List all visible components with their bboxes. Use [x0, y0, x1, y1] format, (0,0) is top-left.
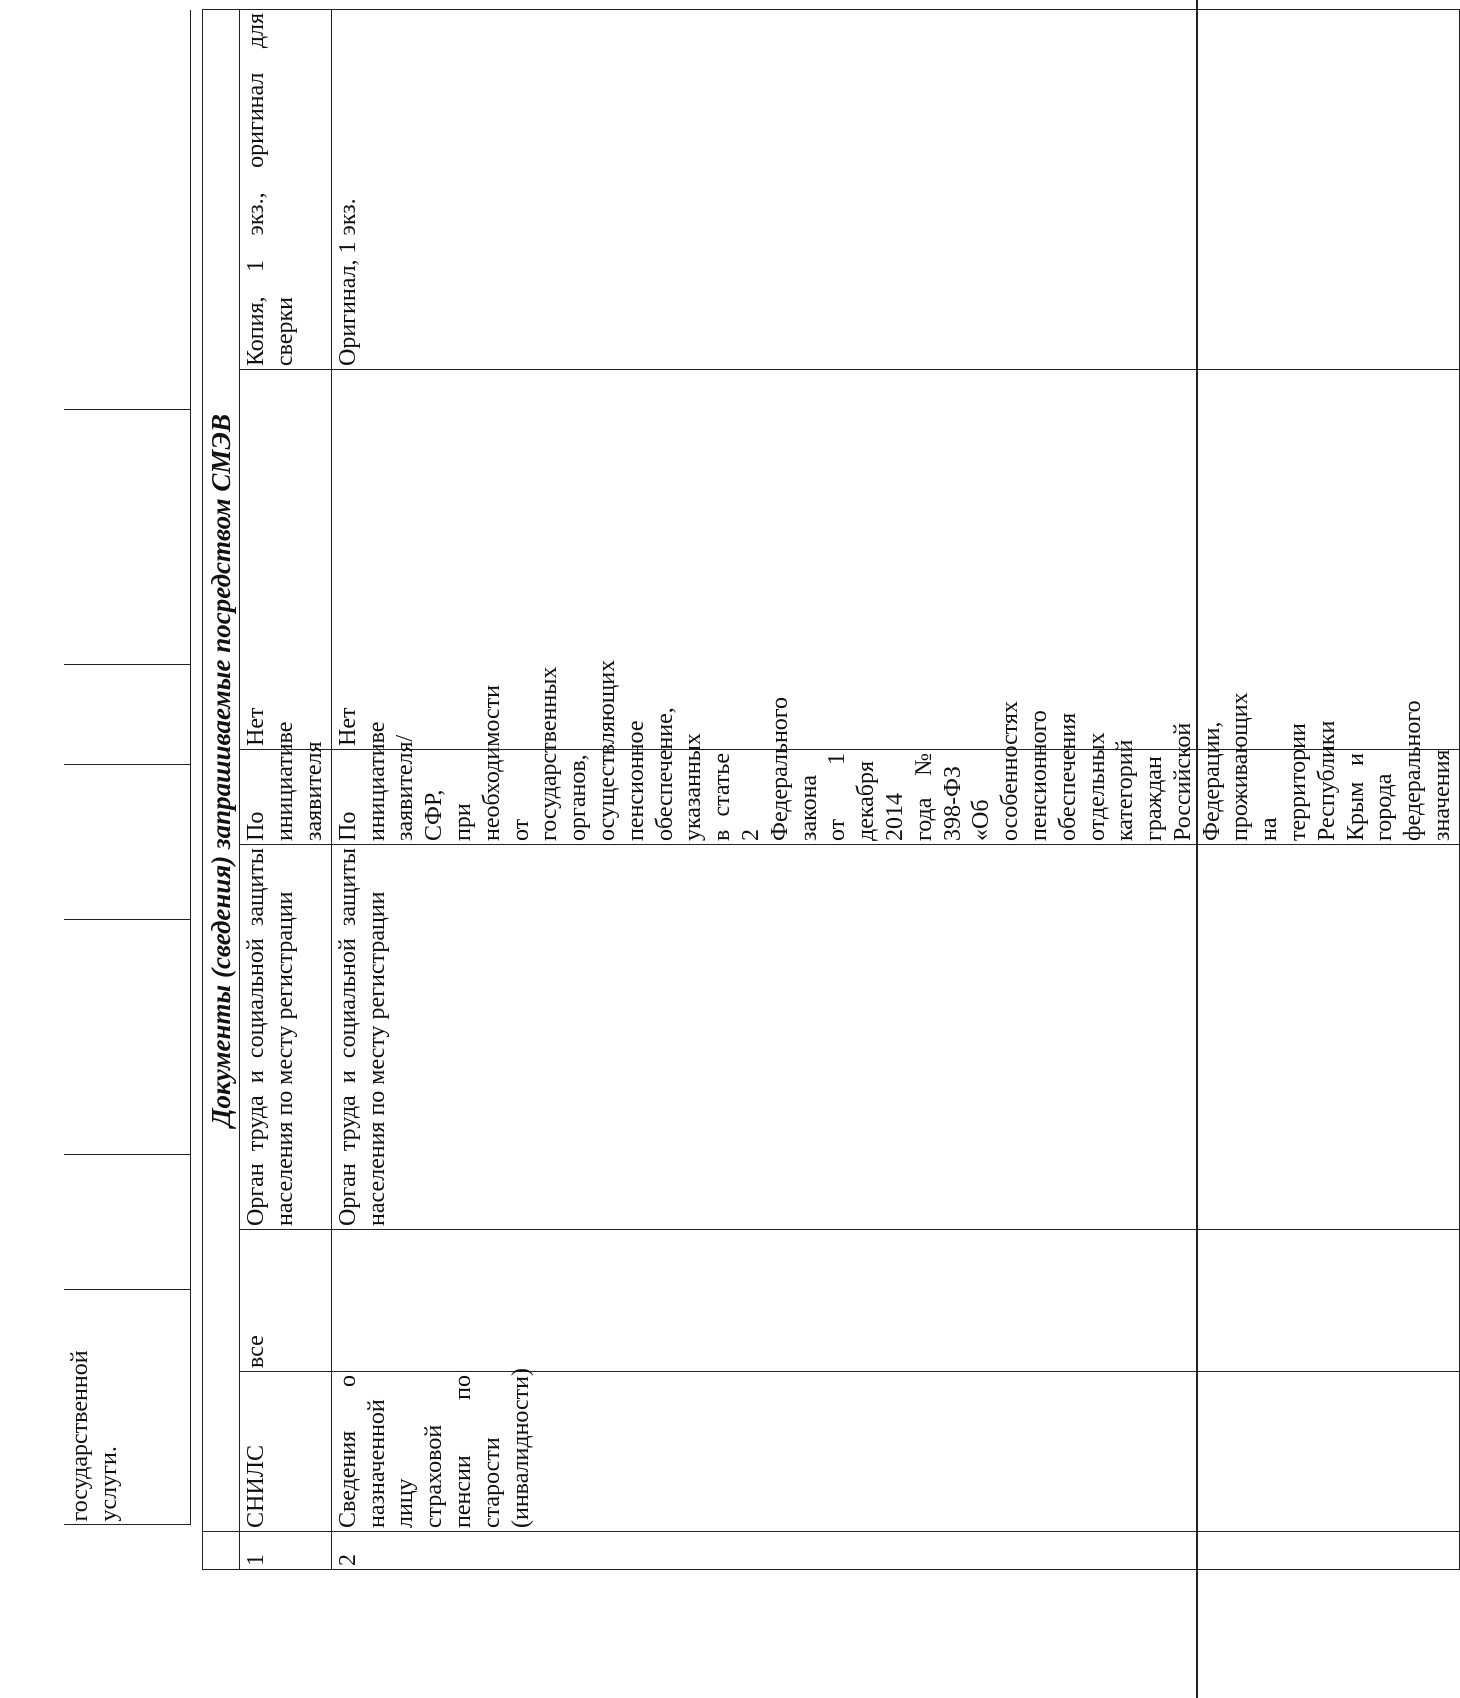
blank-cell	[203, 1532, 240, 1570]
required: Нет	[240, 370, 331, 750]
smev-documents-table	[202, 9, 1460, 1570]
initiative: По инициативе заявителя/СФР, при необходимости от государственных органов, осуществляющих пенсионное обеспечение, указанных в статье 2 Федерального закона от 1 декабря 2014 года № 398-ФЗ «Об особенностях пенсионного обеспечения отдельных категорий граждан Российской Федерации, проживающих на территории Республики Крым и города федерального значения	[331, 750, 1459, 845]
table-row	[240, 9, 331, 1569]
scan-edge-line	[1196, 0, 1198, 1698]
blank-cell	[64, 765, 190, 920]
source-authority: Орган труда и социальной защиты населения по месту регистрации	[331, 845, 1459, 1230]
initiative: По инициативе заявителя	[240, 750, 331, 845]
blank-cell	[64, 665, 190, 765]
blank-cell	[64, 410, 190, 665]
table-row	[331, 9, 1459, 1569]
document-name: Сведения о назначенной лицу страховой пенсии по старости (инвалидности)	[331, 1372, 1459, 1532]
top-fragment-table	[64, 10, 191, 1570]
document-name: СНИЛС	[240, 1372, 331, 1532]
source-authority: Орган труда и социальной защиты населения по месту регистрации	[240, 845, 331, 1230]
required: Нет	[331, 370, 1459, 750]
blank-cell	[64, 1525, 190, 1570]
document-form: Оригинал, 1 экз.	[331, 9, 1459, 369]
blank-cell	[64, 1155, 190, 1290]
category	[331, 1230, 1459, 1372]
blank-cell	[64, 920, 190, 1155]
document-form: Копия, 1 экз., оригинал для сверки	[240, 9, 331, 369]
section-title: Документы (сведения) запрашиваемые посредством СМЭВ	[203, 9, 240, 1531]
row-number: 1	[240, 1532, 331, 1570]
category: все	[240, 1230, 331, 1372]
top-fragment-name: государственной услуги.	[64, 1290, 190, 1525]
row-number: 2	[331, 1532, 1459, 1570]
blank-cell	[64, 10, 190, 410]
